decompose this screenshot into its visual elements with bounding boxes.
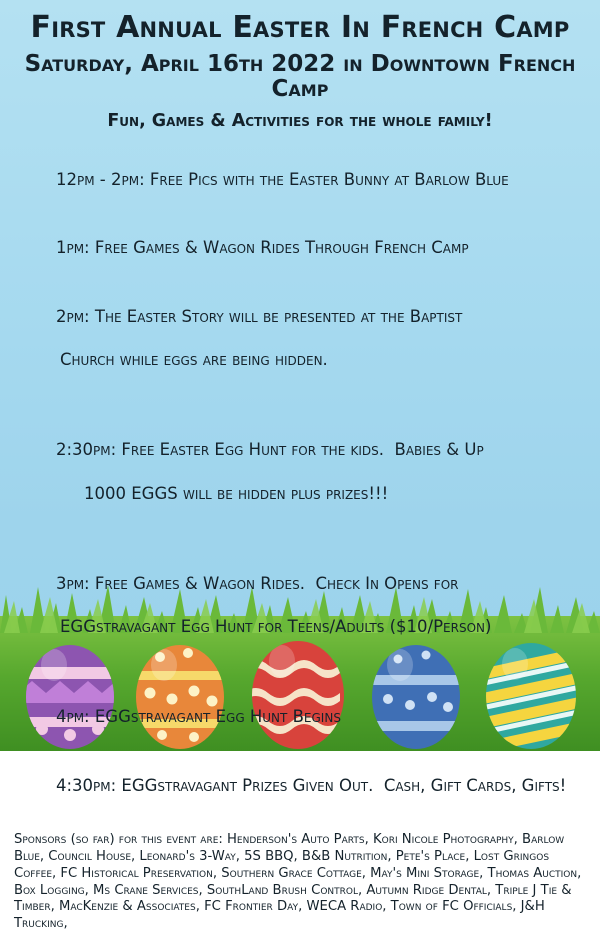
schedule-item-main: 3pm: Free Games & Wagon Rides. Check In Opens for — [55, 573, 459, 593]
schedule-item — [14, 418, 586, 549]
event-tagline: Fun, Games & Activities for the whole family! — [107, 111, 493, 132]
event-date-location: Saturday, April 16th 2022 in Downtown French Camp — [24, 50, 576, 102]
schedule-item-main: 1pm: Free Games & Wagon Rides Through French Camp — [55, 238, 469, 258]
schedule-item-main: 2pm: The Easter Story will be presented at the Baptist — [55, 306, 463, 326]
schedule-item-continuation: 1000 EGGS will be hidden plus prizes!!! — [84, 483, 389, 503]
sponsors-list: Sponsors (so far) for this event are: Henderson's Auto Parts, Kori Nicole Photography, Barlow Blue, Council House, Leonard's 3-Way, 5S BBQ, B&B Nutrition, Pete's Place, Lost Gringos Coffee, FC Historical Preservation, Southern Grace Cottage, May's Mini Storage, Thomas Auction, Box Logging, Ms Crane Services, SouthLand Brush Control, Autumn Ridge Dental, Triple J Tie & Timber, MacKenzie & Associates, FC Frontier Day, WECA Radio, Town of FC Officials, J&H Trucking, — [14, 832, 582, 932]
schedule-item — [14, 284, 586, 415]
schedule-item — [14, 685, 586, 750]
schedule-item — [14, 551, 586, 682]
event-schedule — [14, 147, 586, 818]
schedule-item — [14, 753, 586, 818]
schedule-item-main: 4pm: EGGstravagant Egg Hunt Begins — [55, 707, 341, 727]
page-title: First Annual Easter In French Camp — [30, 10, 570, 45]
schedule-item-main: 12pm - 2pm: Free Pics with the Easter Bunny at Barlow Blue — [55, 170, 509, 190]
schedule-item-main: 2:30pm: Free Easter Egg Hunt for the kids. Babies & Up — [55, 440, 484, 460]
schedule-item-main: 4:30pm: EGGstravagant Prizes Given Out. Cash, Gift Cards, Gifts! — [55, 775, 567, 795]
schedule-item — [14, 216, 586, 281]
schedule-item — [14, 147, 586, 212]
schedule-item-continuation: EGGstravagant Egg Hunt for Teens/Adults ($10/Person) — [60, 617, 492, 637]
schedule-item-continuation: Church while eggs are being hidden. — [60, 350, 328, 370]
